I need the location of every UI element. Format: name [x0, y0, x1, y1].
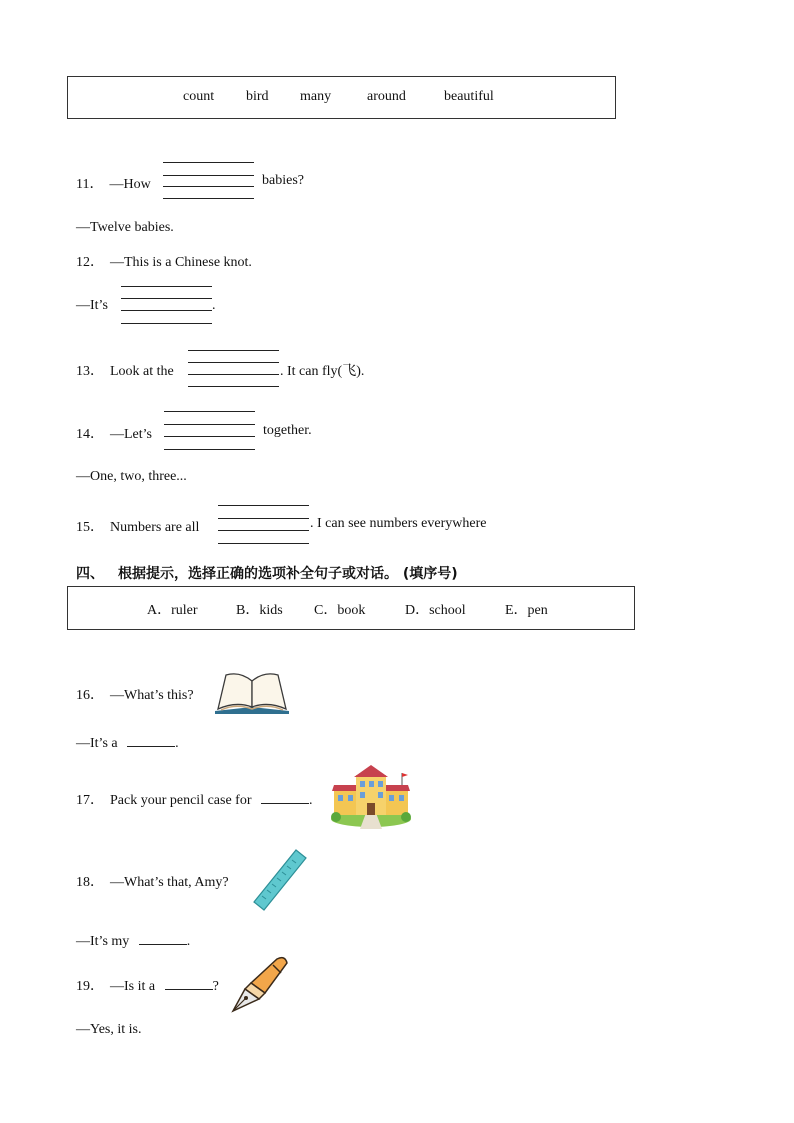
punctuation: ?: [212, 979, 219, 994]
question-19: [76, 975, 219, 995]
answer-line: [188, 362, 279, 363]
answer-blank[interactable]: [261, 789, 309, 804]
answer-text: —One, two, three...: [76, 469, 187, 484]
word-bank-item: many: [300, 89, 332, 104]
answer-line: [218, 505, 309, 506]
answer-blank[interactable]: [121, 310, 212, 311]
fountain-pen-icon: [229, 953, 291, 1013]
question-13: [76, 360, 174, 380]
answer-blank[interactable]: [127, 732, 175, 747]
answer-line: [188, 350, 279, 351]
question-text: Numbers are all: [110, 520, 200, 535]
question-number: 13．: [76, 364, 104, 379]
question-text: —Is it a: [110, 979, 156, 994]
answer-line: [164, 411, 255, 412]
answer-text: —It’s: [76, 298, 108, 313]
answer-line: [163, 162, 254, 163]
question-18: [76, 871, 229, 891]
answer-line: [218, 518, 309, 519]
option-item: A．ruler: [147, 603, 198, 618]
punctuation: .: [309, 793, 313, 808]
question-text: Look at the: [110, 364, 174, 379]
answer-prefix: —It’s my: [76, 934, 130, 949]
answer-line: [218, 543, 309, 544]
word-bank-box: [67, 76, 616, 119]
question-text: together.: [263, 423, 312, 438]
question-number: 16．: [76, 688, 104, 703]
answer-line: [164, 449, 255, 450]
question-text: . I can see numbers everywhere: [310, 516, 487, 531]
question-text: —What’s this?: [110, 688, 194, 703]
question-11: [76, 173, 151, 193]
question-15: [76, 516, 199, 536]
answer-blank[interactable]: [218, 530, 309, 531]
answer-line: [163, 175, 254, 176]
question-number: 18．: [76, 875, 104, 890]
school-building-icon: [330, 763, 412, 829]
option-item: B．kids: [236, 603, 283, 618]
answer-blank[interactable]: [139, 930, 187, 945]
open-book-icon: [212, 669, 292, 715]
question-17: [76, 789, 313, 809]
question-number: 15．: [76, 520, 104, 535]
answer-blank[interactable]: [188, 374, 279, 375]
section-number: 四、: [76, 566, 104, 582]
answer-line: [164, 424, 255, 425]
answer-line: [188, 386, 279, 387]
options-box: [67, 586, 635, 630]
question-text: —Let’s: [110, 427, 152, 442]
answer-line: [121, 298, 212, 299]
option-item: E．pen: [505, 603, 548, 618]
question-number: 17．: [76, 793, 104, 808]
question-number: 14．: [76, 427, 104, 442]
question-text: Pack your pencil case for: [110, 793, 252, 808]
punctuation: .: [212, 298, 216, 313]
punctuation: .: [186, 934, 191, 949]
punctuation: .: [175, 736, 179, 751]
word-bank-item: bird: [246, 89, 269, 104]
answer-line: [163, 198, 254, 199]
answer-blank[interactable]: [163, 186, 254, 187]
word-bank-item: count: [183, 89, 215, 104]
question-12: [76, 251, 252, 271]
section-heading: [76, 563, 458, 583]
ruler-icon: [250, 846, 310, 912]
word-bank-item: around: [367, 89, 406, 104]
answer-line: [121, 286, 212, 287]
answer-line: [121, 323, 212, 324]
question-14: [76, 423, 152, 443]
question-number: 19．: [76, 979, 104, 994]
question-text: —This is a Chinese knot.: [110, 255, 252, 270]
word-bank-item: beautiful: [444, 89, 494, 104]
option-item: D．school: [405, 603, 466, 618]
answer-prefix: —It’s a: [76, 736, 118, 751]
question-text: babies?: [262, 173, 304, 188]
answer-text: [76, 732, 179, 752]
question-number: 11．: [76, 177, 104, 192]
section-title: 根据提示，选择正确的选项补全句子或对话。 (填序号): [118, 566, 458, 582]
answer-blank[interactable]: [164, 436, 255, 437]
question-text: . It can fly(飞).: [280, 364, 365, 379]
answer-text: [76, 930, 190, 950]
answer-blank[interactable]: [165, 975, 213, 990]
answer-text: —Twelve babies.: [76, 220, 174, 235]
question-text: —What’s that, Amy?: [110, 875, 229, 890]
option-item: C．book: [314, 603, 366, 618]
question-number: 12．: [76, 255, 104, 270]
answer-text: —Yes, it is.: [76, 1022, 142, 1037]
question-16: [76, 684, 194, 704]
question-text: —How: [109, 177, 151, 192]
